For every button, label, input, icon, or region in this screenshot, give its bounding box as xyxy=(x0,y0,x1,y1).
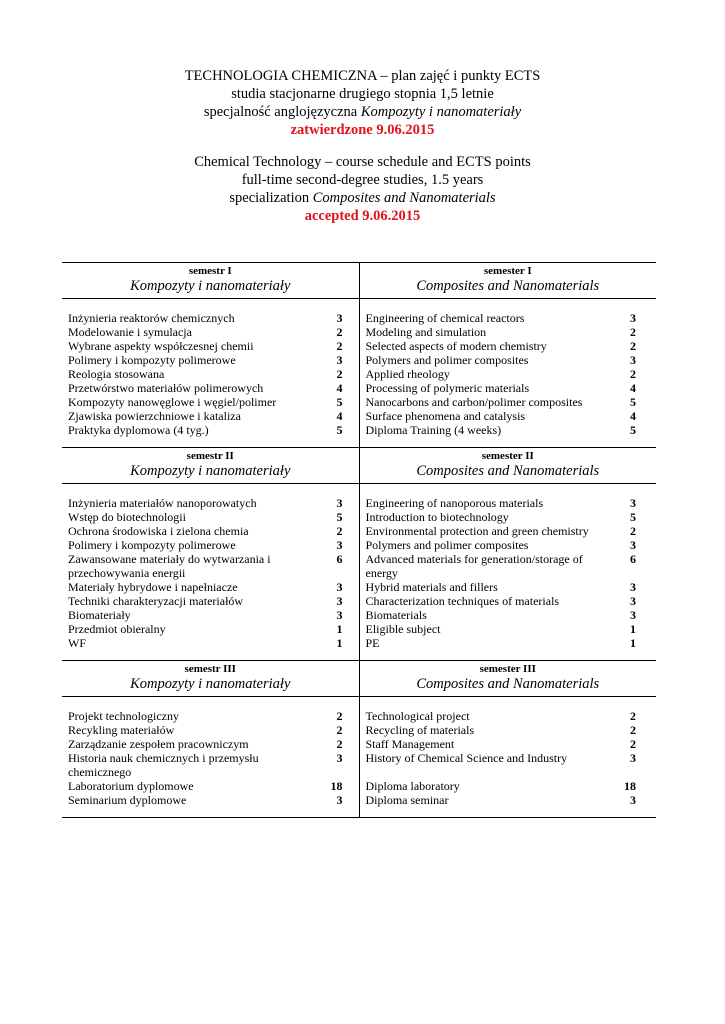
course-name: Zjawiska powierzchniowe i kataliza xyxy=(68,409,241,423)
course-row xyxy=(68,353,343,367)
ects-points xyxy=(616,765,636,779)
course-name: Biomateriały xyxy=(68,608,131,622)
semester-header-en xyxy=(359,661,656,697)
course-name: Environmental protection and green chemistry xyxy=(365,524,589,538)
course-row xyxy=(68,594,343,608)
ects-points: 5 xyxy=(336,395,343,409)
courses-pl-cell xyxy=(62,299,359,448)
ects-points: 3 xyxy=(630,751,636,765)
ects-points: 3 xyxy=(630,538,636,552)
course-row xyxy=(68,395,343,409)
course-name: Materiały hybrydowe i napełniacze xyxy=(68,580,238,594)
course-row xyxy=(366,311,637,325)
course-row xyxy=(366,339,637,353)
course-row xyxy=(68,737,343,751)
course-row xyxy=(68,751,343,779)
ects-points: 2 xyxy=(336,367,343,381)
ects-points: 2 xyxy=(336,709,343,723)
specialization-pl: Kompozyty i nanomateriały xyxy=(130,463,291,479)
course-name: Historia nauk chemicznych i przemysłu chemicznego xyxy=(68,751,259,779)
course-row xyxy=(366,367,637,381)
course-name: Inżynieria reaktorów chemicznych xyxy=(68,311,235,325)
course-row xyxy=(366,524,637,538)
course-row xyxy=(366,353,637,367)
course-name: Introduction to biotechnology xyxy=(365,510,509,524)
course-name: Zarządzanie zespołem pracowniczym xyxy=(68,737,249,751)
course-name: Ochrona środowiska i zielona chemia xyxy=(68,524,249,538)
course-row xyxy=(68,524,343,538)
semester-label-en: semester I xyxy=(483,265,532,277)
ects-points: 3 xyxy=(336,496,343,510)
course-row xyxy=(68,423,343,437)
course-row xyxy=(366,538,637,552)
en-course-list xyxy=(360,299,657,447)
course-row xyxy=(68,339,343,353)
course-name: Selected aspects of modern chemistry xyxy=(365,339,547,353)
courses-en-cell xyxy=(359,697,656,818)
pl-course-list xyxy=(62,299,359,447)
course-name: Polimery i kompozyty polimerowe xyxy=(68,353,236,367)
ects-points: 3 xyxy=(630,793,636,807)
course-name: Staff Management xyxy=(365,737,455,751)
course-row xyxy=(366,751,637,765)
pl-title: TECHNOLOGIA CHEMICZNA – plan zajęć i punkty ECTS xyxy=(184,68,541,84)
course-row xyxy=(366,636,637,650)
semester-header-row xyxy=(62,448,656,484)
course-name: Diploma seminar xyxy=(365,793,449,807)
course-row xyxy=(68,723,343,737)
course-name: Laboratorium dyplomowe xyxy=(68,779,194,793)
ects-points: 2 xyxy=(336,339,343,353)
course-name: Reologia stosowana xyxy=(68,367,165,381)
ects-points: 2 xyxy=(336,524,343,538)
course-row xyxy=(68,538,343,552)
course-name: Polymers and polimer composites xyxy=(365,353,529,367)
specialization-en: Composites and Nanomaterials xyxy=(416,278,600,294)
courses-en-cell xyxy=(359,299,656,448)
ects-points: 1 xyxy=(630,622,636,636)
course-name: Inżynieria materiałów nanoporowatych xyxy=(68,496,257,510)
course-name: Kompozyty nanowęglowe i węgiel/polimer xyxy=(68,395,277,409)
specialization-pl: Kompozyty i nanomateriały xyxy=(130,676,291,692)
course-row xyxy=(366,552,637,580)
course-name: Praktyka dyplomowa (4 tyg.) xyxy=(68,423,209,437)
course-row xyxy=(366,423,637,437)
specialization-en: Composites and Nanomaterials xyxy=(416,463,600,479)
ects-points: 1 xyxy=(630,636,636,650)
pl-spec-name: Kompozyty i nanomateriały xyxy=(360,104,522,120)
ects-points: 3 xyxy=(336,580,343,594)
course-row xyxy=(366,779,637,793)
ects-points: 3 xyxy=(336,751,343,765)
pl-approval-date: zatwierdzone 9.06.2015 xyxy=(290,122,435,138)
course-row xyxy=(366,409,637,423)
semester-header-row xyxy=(62,263,656,299)
ects-points: 2 xyxy=(630,339,636,353)
ects-points: 3 xyxy=(630,608,636,622)
ects-points: 3 xyxy=(336,538,343,552)
ects-points: 18 xyxy=(330,779,343,793)
pl-studies: studia stacjonarne drugiego stopnia 1,5 letnie xyxy=(231,86,494,102)
ects-points: 18 xyxy=(624,779,636,793)
course-name: Biomaterials xyxy=(365,608,427,622)
ects-points: 2 xyxy=(336,723,343,737)
course-row xyxy=(68,636,343,650)
course-name: Projekt technologiczny xyxy=(68,709,179,723)
ects-points: 5 xyxy=(336,510,343,524)
course-schedule-table xyxy=(62,262,656,818)
course-name: Hybrid materials and fillers xyxy=(365,580,498,594)
ects-points: 3 xyxy=(630,353,636,367)
pl-specialization xyxy=(0,103,725,121)
course-name: Applied rheology xyxy=(365,367,450,381)
ects-points: 3 xyxy=(630,594,636,608)
course-row xyxy=(68,709,343,723)
semester-courses-row xyxy=(62,697,656,818)
ects-points: 2 xyxy=(630,723,636,737)
ects-points: 3 xyxy=(630,496,636,510)
course-row xyxy=(366,765,637,779)
course-row xyxy=(366,496,637,510)
course-name: Engineering of nanoporous materials xyxy=(365,496,544,510)
semester-label-en: semester III xyxy=(479,663,536,675)
ects-points: 5 xyxy=(630,423,636,437)
course-name: Przetwórstwo materiałów polimerowych xyxy=(68,381,264,395)
course-row xyxy=(366,737,637,751)
course-row xyxy=(68,580,343,594)
course-name: PE xyxy=(365,636,380,650)
en-course-list xyxy=(360,484,657,660)
course-row xyxy=(68,608,343,622)
course-name: Wstęp do biotechnologii xyxy=(68,510,186,524)
ects-points: 3 xyxy=(336,594,343,608)
ects-points: 3 xyxy=(336,793,343,807)
semester-label-pl: semestr III xyxy=(184,663,236,675)
course-row xyxy=(366,395,637,409)
course-row xyxy=(68,325,343,339)
course-row xyxy=(366,608,637,622)
pl-course-list xyxy=(62,484,359,660)
ects-points: 2 xyxy=(630,709,636,723)
course-row xyxy=(68,311,343,325)
en-spec-name: Composites and Nanomaterials xyxy=(312,190,496,206)
course-row xyxy=(68,409,343,423)
specialization-pl: Kompozyty i nanomateriały xyxy=(130,278,291,294)
semester-header-pl xyxy=(62,263,359,299)
pl-course-list xyxy=(62,697,359,817)
course-row xyxy=(68,552,343,580)
ects-points: 3 xyxy=(336,353,343,367)
courses-en-cell xyxy=(359,484,656,661)
course-row xyxy=(68,793,343,807)
semester-header-pl xyxy=(62,448,359,484)
course-name: Diploma Training (4 weeks) xyxy=(365,423,502,437)
course-name: Zawansowane materiały do wytwarzania i przechowywania energii xyxy=(68,552,271,580)
ects-points: 6 xyxy=(336,552,343,566)
ects-points: 2 xyxy=(630,524,636,538)
course-row xyxy=(68,779,343,793)
en-studies: full-time second-degree studies, 1.5 years xyxy=(241,172,484,188)
ects-points: 3 xyxy=(336,311,343,325)
semester-label-pl: semestr II xyxy=(186,450,234,462)
en-title: Chemical Technology – course schedule and ECTS points xyxy=(194,154,531,170)
ects-points: 5 xyxy=(630,510,636,524)
course-name: Surface phenomena and catalysis xyxy=(365,409,526,423)
course-row xyxy=(366,580,637,594)
ects-points: 4 xyxy=(630,381,636,395)
ects-points: 3 xyxy=(630,580,636,594)
course-name: Eligible subject xyxy=(365,622,441,636)
course-name: Processing of polymeric materials xyxy=(365,381,530,395)
course-row xyxy=(366,793,637,807)
ects-points: 3 xyxy=(630,311,636,325)
ects-points: 1 xyxy=(336,636,343,650)
course-name xyxy=(366,765,617,779)
course-row xyxy=(366,709,637,723)
course-row xyxy=(366,594,637,608)
semester-label-en: semester II xyxy=(481,450,534,462)
course-name: Advanced materials for generation/storage of energy xyxy=(365,552,583,580)
course-name: WF xyxy=(68,636,86,650)
course-row xyxy=(68,622,343,636)
course-name: Przedmiot obieralny xyxy=(68,622,166,636)
semester-label-pl: semestr I xyxy=(188,265,232,277)
ects-points: 2 xyxy=(630,737,636,751)
course-row xyxy=(366,622,637,636)
ects-points: 2 xyxy=(336,737,343,751)
semester-header-pl xyxy=(62,661,359,697)
course-name: Techniki charakteryzacji materiałów xyxy=(68,594,244,608)
semester-header-en xyxy=(359,448,656,484)
semester-header-row xyxy=(62,661,656,697)
ects-points: 1 xyxy=(336,622,343,636)
course-name: Seminarium dyplomowe xyxy=(68,793,187,807)
course-row xyxy=(366,723,637,737)
ects-points: 4 xyxy=(336,381,343,395)
course-name: Recykling materiałów xyxy=(68,723,175,737)
ects-points: 5 xyxy=(630,395,636,409)
course-row xyxy=(366,325,637,339)
course-row xyxy=(366,381,637,395)
course-name: Polymers and polimer composites xyxy=(365,538,529,552)
course-name: History of Chemical Science and Industry xyxy=(365,751,568,765)
course-name: Technological project xyxy=(365,709,470,723)
en-course-list xyxy=(360,697,657,817)
semester-header-en xyxy=(359,263,656,299)
ects-points: 2 xyxy=(630,367,636,381)
course-name: Wybrane aspekty współczesnej chemii xyxy=(68,339,254,353)
course-name: Polimery i kompozyty polimerowe xyxy=(68,538,236,552)
semester-courses-row xyxy=(62,299,656,448)
ects-points: 4 xyxy=(630,409,636,423)
course-name: Recycling of materials xyxy=(365,723,475,737)
course-row xyxy=(68,510,343,524)
course-name: Characterization techniques of materials xyxy=(365,594,560,608)
course-name: Engineering of chemical reactors xyxy=(365,311,525,325)
course-row xyxy=(68,367,343,381)
course-name: Nanocarbons and carbon/polimer composites xyxy=(365,395,583,409)
course-name: Modeling and simulation xyxy=(365,325,487,339)
course-row xyxy=(68,381,343,395)
en-approval-date: accepted 9.06.2015 xyxy=(304,208,421,224)
ects-points: 2 xyxy=(630,325,636,339)
course-row xyxy=(68,496,343,510)
ects-points: 3 xyxy=(336,608,343,622)
courses-pl-cell xyxy=(62,484,359,661)
document-header xyxy=(0,67,725,225)
semester-courses-row xyxy=(62,484,656,661)
pl-spec-prefix: specjalność anglojęzyczna xyxy=(203,104,361,120)
en-spec-prefix: specialization xyxy=(229,190,313,206)
ects-points: 6 xyxy=(630,552,636,566)
ects-points: 4 xyxy=(336,409,343,423)
specialization-en: Composites and Nanomaterials xyxy=(416,676,600,692)
courses-pl-cell xyxy=(62,697,359,818)
ects-points: 2 xyxy=(336,325,343,339)
ects-points: 5 xyxy=(336,423,343,437)
course-name: Modelowanie i symulacja xyxy=(68,325,192,339)
course-row xyxy=(366,510,637,524)
course-name: Diploma laboratory xyxy=(365,779,460,793)
en-specialization xyxy=(0,189,725,207)
